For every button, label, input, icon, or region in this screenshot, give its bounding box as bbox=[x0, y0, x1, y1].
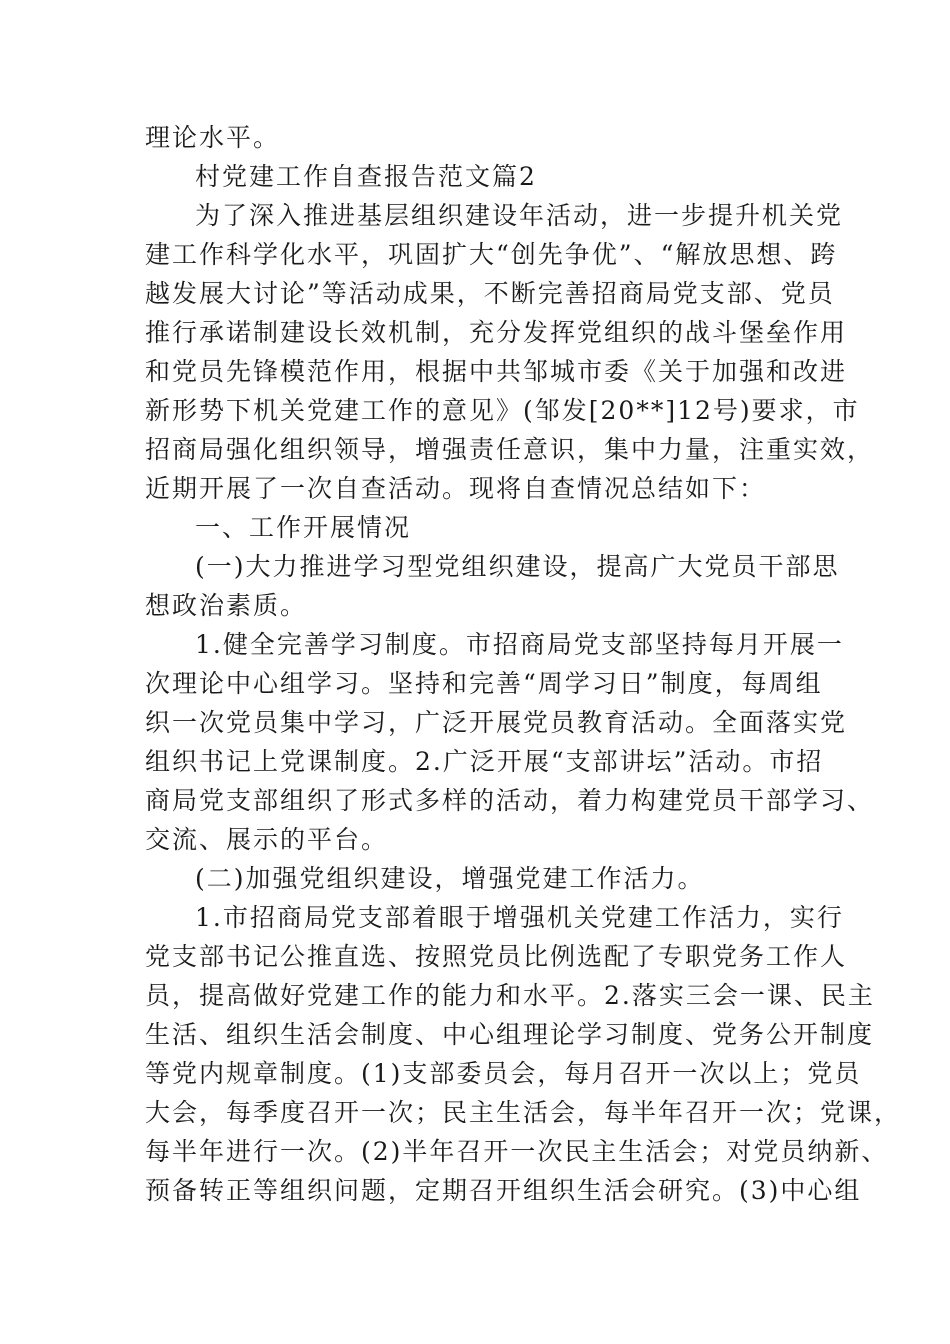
text-line: 等党内规章制度。(1)支部委员会，每月召开一次以上；党员 bbox=[145, 1059, 862, 1088]
text-line: 党支部书记公推直选、按照党员比例选配了专职党务工作人 bbox=[145, 942, 848, 971]
text-line: 次理论中心组学习。坚持和完善“周学习日”制度，每周组 bbox=[145, 669, 823, 698]
text-line: 推行承诺制建设长效机制，充分发挥党组织的战斗堡垒作用 bbox=[145, 318, 848, 347]
text-line: 员，提高做好党建工作的能力和水平。2.落实三会一课、民主 bbox=[145, 981, 875, 1010]
section-heading: 一、工作开展情况 bbox=[195, 513, 412, 542]
text-line: 组织书记上党课制度。2.广泛开展“支部讲坛”活动。市招 bbox=[145, 747, 824, 776]
text-line: 预备转正等组织问题，定期召开组织生活会研究。(3)中心组 bbox=[145, 1176, 862, 1205]
text-line: 想政治素质。 bbox=[145, 591, 308, 620]
text-line: 建工作科学化水平，巩固扩大“创先争优”、“解放思想、跨 bbox=[145, 240, 838, 269]
subsection-heading: (二)加强党组织建设，增强党建工作活力。 bbox=[195, 864, 705, 893]
text-line: 每半年进行一次。(2)半年召开一次民主生活会；对党员纳新、 bbox=[145, 1137, 889, 1166]
text-line: 和党员先锋模范作用，根据中共邹城市委《关于加强和改进 bbox=[145, 357, 848, 386]
text-line: 织一次党员集中学习，广泛开展党员教育活动。全面落实党 bbox=[145, 708, 848, 737]
text-line: 交流、展示的平台。 bbox=[145, 825, 389, 854]
subsection-heading: (一)大力推进学习型党组织建设，提高广大党员干部思 bbox=[195, 552, 840, 581]
section-heading: 村党建工作自查报告范文篇2 bbox=[195, 162, 537, 191]
text-line: 新形势下机关党建工作的意见》(邹发[20**]12号)要求，市 bbox=[145, 396, 860, 425]
text-line: 招商局强化组织领导，增强责任意识，集中力量，注重实效， bbox=[145, 435, 875, 464]
text-line: 商局党支部组织了形式多样的活动，着力构建党员干部学习、 bbox=[145, 786, 875, 815]
text-line: 大会，每季度召开一次；民主生活会，每半年召开一次；党课， bbox=[145, 1098, 902, 1127]
text-line: 越发展大讨论”等活动成果，不断完善招商局党支部、党员 bbox=[145, 279, 835, 308]
text-line: 1.市招商局党支部着眼于增强机关党建工作活力，实行 bbox=[195, 903, 844, 932]
text-line: 近期开展了一次自查活动。现将自查情况总结如下： bbox=[145, 474, 767, 503]
text-line: 生活、组织生活会制度、中心组理论学习制度、党务公开制度 bbox=[145, 1020, 875, 1049]
text-line: 为了深入推进基层组织建设年活动，进一步提升机关党 bbox=[195, 201, 844, 230]
text-line: 1.健全完善学习制度。市招商局党支部坚持每月开展一 bbox=[195, 630, 844, 659]
text-line: 理论水平。 bbox=[145, 123, 281, 152]
